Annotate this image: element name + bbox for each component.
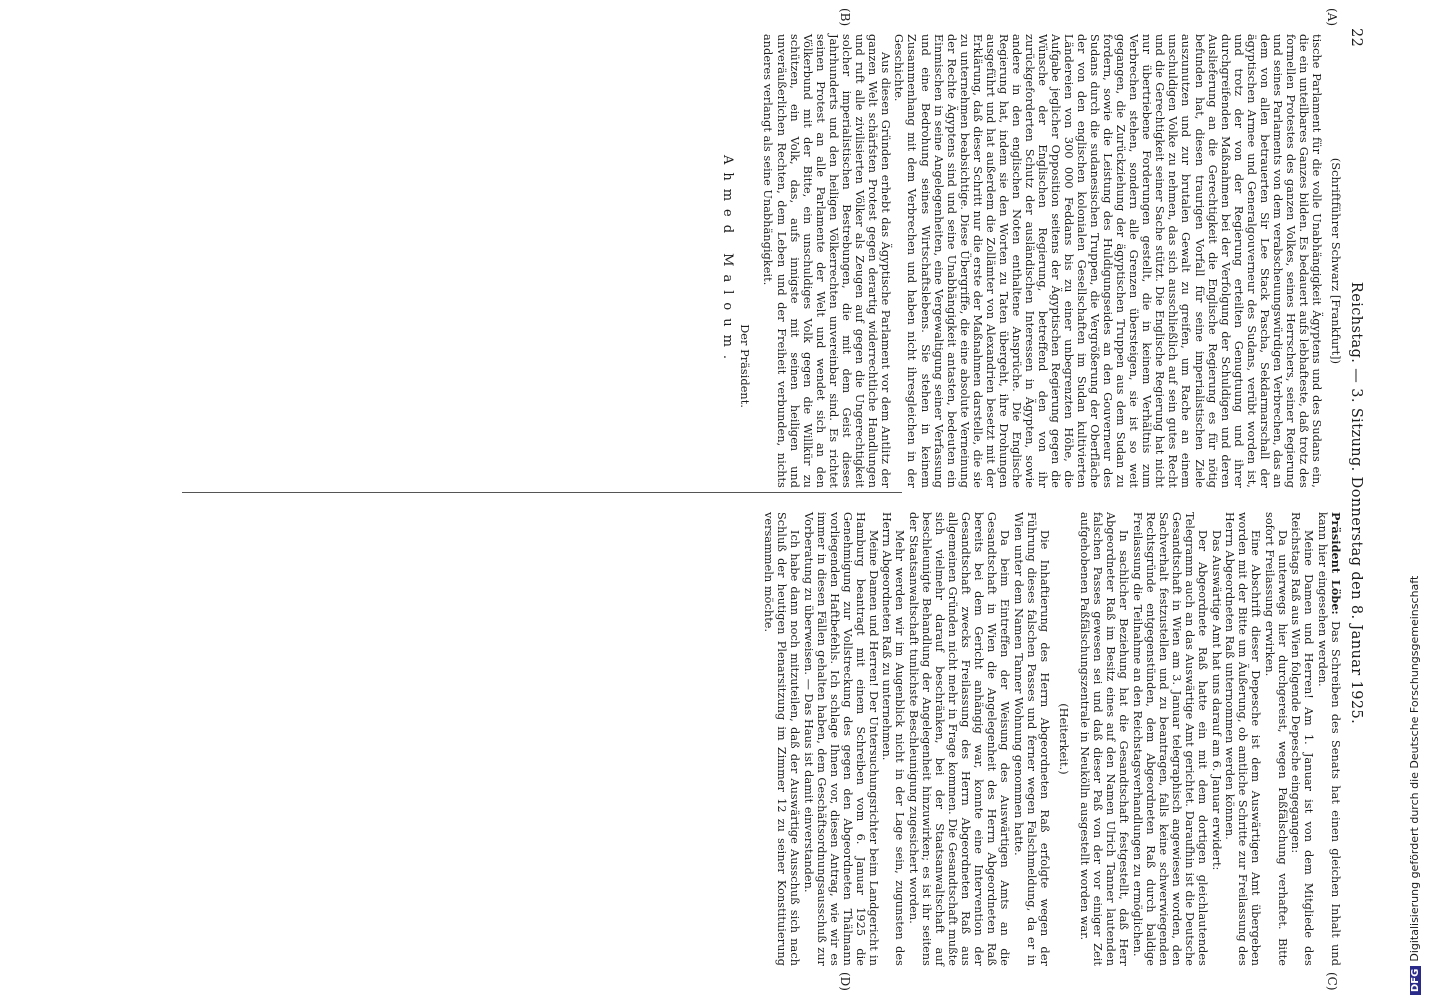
paragraph: Meine Damen und Herren! Am 1. Januar ist von dem Mitgliede des Reichstags Raß aus Wien folgende Depesche eingegangen:: [1289, 512, 1316, 966]
running-title: Reichstag. — 3. Sitzung. Donnerstag den 8. Januar 1925.: [1348, 281, 1364, 725]
page-number: 22: [1348, 28, 1364, 48]
margin-marker-b: (B): [838, 8, 852, 27]
signature-block: [721, 34, 751, 488]
signature-name: Ahmed Maloum.: [720, 154, 736, 368]
paragraph: Mehr werden wir im Augenblick nicht in der Lage sein, zugunsten des Herrn Abgeordneten Raß zu unternehmen.: [880, 512, 907, 966]
signature-role: Der Präsident.: [738, 324, 752, 408]
paragraph: [1316, 512, 1342, 966]
footer-strip: [1400, 0, 1434, 1000]
paragraph: Eine Abschrift dieser Depesche ist dem Auswärtigen Amt übergeben worden mit der Bitte um Äußerung, ob amtliche Schritte zur Freilassung des Herrn Abgeordneten Raß unternommen werden können.: [1223, 512, 1263, 966]
margin-marker-c: (C): [1325, 972, 1339, 991]
footer-text: Digitalisierung gefördert durch die Deutsche Forschungsgemeinschaft: [1408, 575, 1421, 962]
margin-marker-a: (A): [1325, 8, 1339, 27]
interjection: (Heiterkeit.): [1057, 703, 1071, 775]
margin-marker-d: (D): [838, 972, 852, 991]
document-page: [122, 0, 1372, 1000]
left-column: [721, 34, 1342, 488]
paragraph: Das Auswärtige Amt hat uns darauf am 6. Januar erwidert:: [1209, 530, 1223, 871]
paragraph: Aus diesen Gründen erhebt das Ägyptische Parlament vor dem Antlitz der ganzen Welt schärfsten Protest gegen derartig widerrechtliche Handlungen und ruft alle zivilisierten Völker als Zeugen auf gegen die Ungerechtigkeit solcher imperialistischen Bestrebungen, die mit dem Geist dieses Jahrhunderts und den heiligen Völkerrechten unvereinbar sind. Es richtet seinen Protest an alle Parlamente der Welt und wendet sich an den Völkerbund mit der Bitte, ein unschuldiges Volk gegen die Willkür zu schützen, ein Volk, das, aufs innigste mit seinen heiligen und unveräußerlichen Rechten, dem Leben und der Freiheit verbunden, nichts anderes verlangt als seine Unabhängigkeit.: [761, 34, 892, 488]
paragraph: Ich habe dann noch mitzuteilen, daß der Auswärtige Ausschuß sich nach Schluß der heutigen Plenarsitzung im Zimmer 12 zu seiner Konstituierung versammeln möchte.: [762, 512, 802, 966]
footer-credit: [1408, 5, 1421, 995]
paragraph-text: Das Schreiben des Senats hat einen gleichen Inhalt und kann hier eingesehen werden.: [1315, 512, 1342, 966]
paragraph: Da beim Eintreffen der Weisung des Auswärtigen Amts an die Gesandtschaft in Wien die Angelegenheit des Herrn Abgeordneten Raß bereits bei dem Gericht anhängig war, konnte eine Intervention der Gesandtschaft zwecks Freilassung des Herrn Abgeordneten Raß aus allgemeinen Gründen nicht mehr in Frage kommen. Die Gesandtschaft mußte sich vielmehr darauf beschränken, bei der Staatsanwaltschaft auf beschleunigte Behandlung der Angelegenheit hinzuwirken; es ist ihr seitens der Staatsanwaltschaft tunlichste Beschleunigung zugesichert worden.: [907, 512, 1012, 966]
telegram-text: Da unterwegs hier durchgereist, wegen Paßfälschung verhaftet. Bitte sofort Freilassung erwirken.: [1262, 512, 1289, 966]
speaker-note: (Schriftführer Schwarz [Frankfurt]): [1329, 157, 1342, 365]
paragraph: Die Inhaftierung des Herrn Abgeordneten Raß erfolgte wegen der Führung dieses falschen Passes und ferner wegen Falschmeldung, da er in Wien unter dem Namen Tanner Wohnung genommen hatte.: [1011, 512, 1052, 966]
paragraph: Meine Damen und Herren! Der Untersuchungsrichter beim Landgericht in Hamburg beantragt mit einem Schreiben vom 6. Januar 1925 die Genehmigung zur Vollstreckung des gegen den Abgeordneten Thälmann vorliegenden Haftbefehls. Ich schlage Ihnen vor, diesen Antrag, wie wir es immer in diesen Fällen gehalten haben, dem Geschäftsordnungsausschuß zur Vorberatung zu überweisen. — Das Haus ist damit einverstanden.: [801, 512, 880, 966]
dfg-logo: DFG: [1410, 966, 1421, 995]
right-column: [761, 512, 1342, 966]
paragraph: In sachlicher Beziehung hat die Gesandtschaft festgestellt, daß Herr Abgeordneter Raß im Besitz eines auf den Namen Ulrich Tanner lautenden falschen Passes gewesen sei und daß dieser Paß von der vor einiger Zeit aufgehobenen Paßfälschungszentrale in Neukölln ausgestellt worden war.: [1078, 512, 1131, 966]
page-header: [1344, 28, 1364, 978]
paragraph: tische Parlament für die volle Unabhängigkeit Ägyptens und des Sudans ein, die ein unteilbares Ganzes bilden. Es bedauert aufs lebhafteste, daß trotz des formellen Protestes des ganzen Volkes, seines Herrschers, seiner Regierung und seines Parlaments von dem verabscheuungswürdigen Verbrechen, das an dem von allen betrauerten Sir Lee Stack Pascha, Sekdarmarschall der ägyptischen Armee und Generalgouverneur des Sudans, verübt worden ist, und trotz der von der Regierung erteilten Genugtuung und ihrer durchgreifenden Maßnahmen bei der Verfolgung der Schuldigen und deren Auslieferung an die Gerechtigkeit die Englische Regierung es für nötig befunden hat, diesen traurigen Vorfall für seine imperialistischen Ziele auszunutzen und zur brutalen Gewalt zu greifen, um Rache an einem unschuldigen Volke zu nehmen, das sich ausschließlich auf sein gutes Recht und die Gerechtigkeit seiner Sache stützt. Die Englische Regierung hat nicht nur übertriebene Forderungen gestellt, die in keinem Verhältnis zum Verbrechen stehen, sondern alle Grenzen übersteigen, sie ist so weit gegangen, die Zurückziehung der ägyptischen Truppen aus dem Sudan zu fordern, sowie die Leistung des Huldigungseides an den Gouverneur des Sudans durch die sudanesischen Truppen, die Vergrößerung der Oberfläche der von den englischen kolonialen Gesellschaften im Sudan kultivierten Ländereien von 300 000 Feddans bis zu einer unbegrenzten Höhe, die Aufgabe jeglicher Opposition seitens der Ägyptischen Regierung gegen die Wünsche der Englischen Regierung, betreffend den von ihr zurückgeforderten Schutz der ausländischen Interessen in Ägypten, sowie andere in den englischen Noten enthaltene Ansprüche. Die Englische Regierung hat, indem sie den Worten zu Taten übergeht, ihre Drohungen ausgeführt und hat außerdem die Zollämter von Alexandrien besetzt mit der Erklärung, daß dieser Schritt nur die erste der Maßnahmen darstelle, die sie zu unternehmen beabsichtige. Diese Übergriffe, die eine absolute Verneinung der Rechte Ägyptens sind und seine Unabhängigkeit antasten, bedeuten ein Einmischen in seine Angelegenheiten, eine Vergewaltigung seiner Verfassung und eine Bedrohung seines Wirtschaftslebens. Sie stehen in keinem Zusammenhang mit dem Verbrechen und haben nicht ihresgleichen in der Geschichte.: [892, 34, 1323, 488]
column-divider: [182, 492, 902, 493]
paragraph: Der Abgeordnete Raß hatte ein mit dem dortigen gleichlautendes Telegramm auch an das Auswärtige Amt gerichtet. Daraufhin ist die Deutsche Gesandtschaft in Wien am 3. Januar telegraphisch angewiesen worden, den Sachverhalt festzustellen und zu beantragen, falls keine schwerwiegenden Rechtsgründe entgegenstünden, dem Abgeordneten Raß durch baldige Freilassung die Teilnahme an den Reichstagsverhandlungen zu ermöglichen.: [1130, 512, 1210, 966]
speaker-name: Präsident Löbe:: [1329, 512, 1343, 615]
